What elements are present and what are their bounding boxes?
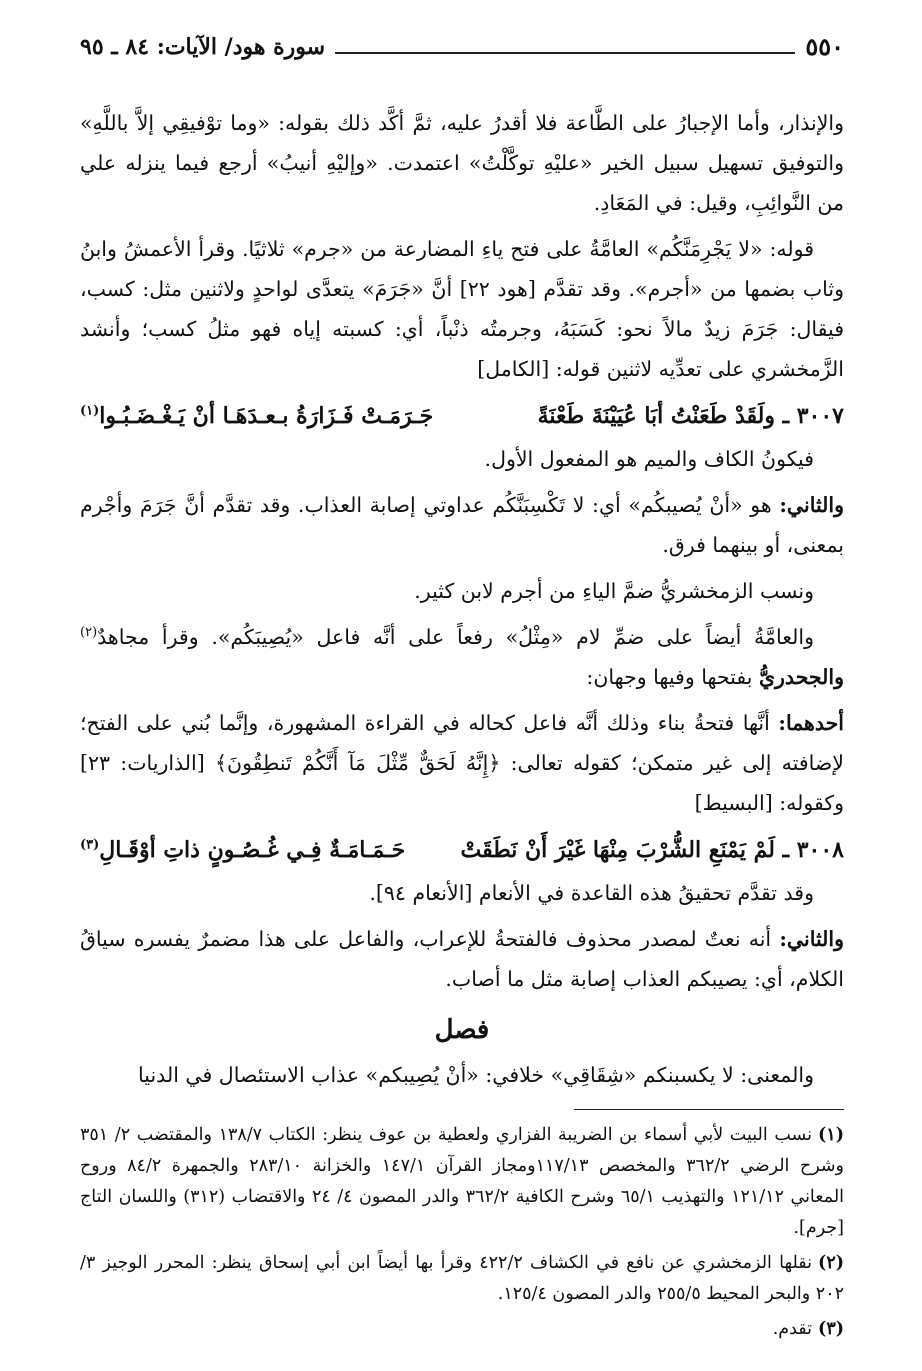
name-jahdari: والجحدريُّ	[758, 665, 844, 689]
paragraph-thani-2: والثاني: أنه نعتٌ لمصدر محذوف فالفتحةُ للإعراب، والفاعل على هذا مضمرٌ يفسره سياقُ الكلام، أي: يصيبكم العذاب إصابة مثل ما أصاب.	[80, 927, 844, 991]
poem2-hemistich-second: حَـمَـامَـةٌ فِـي غُـصُـونٍ ذاتِ أوْقَـالِ$^{(٣)}$	[80, 837, 406, 863]
paragraph-after-poem-2: وقد تقدَّم تحقيقُ هذه القاعدة في الأنعام [الأنعام ٩٤].	[369, 881, 814, 905]
label-ahaduhuma: أحدهما:	[778, 711, 844, 735]
footnote-separator	[574, 1109, 844, 1110]
poem-hemistich-first: ٣٠٠٧ ـ ولَقَدْ طَعَنْتُ أبَا عُيَيْنَةَ طَعْنَةً	[537, 403, 844, 429]
footnote-ref-3[interactable]: (٣)	[80, 837, 100, 853]
poem2-hemistich-first: ٣٠٠٨ ـ لَمْ يَمْنَعِ الشُّرْبَ مِنْهَا غَيْرَ أَنْ نَطَقَتْ	[460, 837, 844, 863]
poem-hemistich-second: جَـرَمَـتْ فَـزَارَةُ بـعـدَهَـا أنْ يَـغْـضَـبُـوا$^{(١)}$	[80, 403, 434, 429]
footnote-ref-2[interactable]: (٢)	[80, 625, 98, 641]
label-thani-2: والثاني:	[779, 927, 844, 951]
paragraph-amma: والعامَّةُ أيضاً على ضمِّ لام «مِثْلُ» رفعاً على أنَّه فاعل «يُصِيبَكُم». وقرأ مجاهدٌ$^{(٢)}$ والجحدريُّ بفتحها وفيها وجهان:	[80, 625, 844, 689]
paragraph-nasab: ونسب الزمخشريُّ ضمَّ الياءِ من أجرم لابن كثير.	[414, 579, 814, 603]
paragraph-2: قوله: «لا يَجْرِمَنَّكُم» العامَّةُ على فتح ياءِ المضارعة من «جرم» ثلاثيًا. وقرأ الأعمشُ وابنُ وثاب بضمها من «أجرم». وقد تقدَّم [هود ٢٢] أنَّ «جَرَمَ» يتعدَّى لواحدٍ ولاثنين مثل: كسب، فيقال: جَرَمَ زيدٌ مالاً نحو: كَسَبَهُ، وجرمتُه ذنْباً، أي: كسبته إياه فهو مثلُ كسب؛ وأنشد الزَّمخشري على تعدِّيه لاثنين قوله: [الكامل]	[80, 237, 844, 381]
footnote-number: (٣)	[818, 1319, 844, 1339]
section-heading-fasl: فصل	[434, 1015, 490, 1045]
paragraph-ahaduhuma: أحدهما: أنَّها فتحةُ بناء وذلك أنَّه فاعل كحاله في القراءة المشهورة، وإنَّما بُني على الفتح؛ لإضافته إلى غير متمكن؛ كقوله تعالى: ﴿إِنَّهُ لَحَقٌّ مِّثْلَ مَآ أَنَّكُمْ تَنطِقُونَ﴾ [الذاريات: ٢٣] وكقوله: [البسيط]	[80, 711, 844, 815]
footnote-number: (٢)	[818, 1253, 844, 1273]
paragraph-thani-1: والثاني: هو «أنْ يُصيبكُم» أي: لا تَكْسِبَنَّكُم عداوتي إصابة العذاب. وقد تقدَّم أنَّ جَرَمَ وأجْرم بمعنى، أو بينهما فرق.	[80, 493, 844, 557]
page-number: ٥٥٠	[805, 32, 844, 61]
footnote-3: (٣)تقدم.	[772, 1319, 844, 1339]
poem-verse-3008	[80, 829, 844, 871]
running-title: سورة هود/ الآيات: ٨٤ ـ ٩٥	[80, 33, 326, 60]
footnotes	[80, 1120, 844, 1345]
header-rule	[335, 52, 795, 54]
footnote-2: (٢)نقلها الزمخشري عن نافع في الكشاف ٤٢٢/٢ وقرأ بها أيضاً ابن أبي إسحاق ينظر: المحرر الوجيز ٣/ ٢٠٢ والبحر المحيط ٢٥٥/٥ والدر المصون ١٢٥/٤.	[80, 1253, 844, 1304]
main-text	[80, 103, 844, 1095]
label-thani: والثاني:	[779, 493, 844, 517]
footnote-number: (١)	[818, 1125, 844, 1145]
poem-verse-3007	[80, 395, 844, 437]
page-header	[80, 32, 844, 63]
footnote-1: (١)نسب البيت لأبي أسماء بن الضريبة الفزاري ولعطية بن عوف ينظر: الكتاب ١٣٨/٧ والمقتضب ٢/ ٣٥١ وشرح الرضي ٣٦٢/٢ والمخصص ١١٧/١٣ومجاز القرآن ١٤٧/١ والخزانة ٢٨٣/١٠ والجمهرة ٨٤/٢ وروح المعاني ١٢١/١٢ والتهذيب ٦٥/١ وشرح الكافية ٣٦٢/٢ والدر المصون ٤/ ٢٤ والاقتضاب (٣١٢) واللسان التاج [جرم].	[80, 1125, 845, 1238]
paragraph-final: والمعنى: لا يكسبنكم «شِقَاقِي» خلافي: «أنْ يُصِيبكم» عذاب الاستئصال في الدنيا	[138, 1063, 814, 1087]
paragraph-after-poem-1: فيكونُ الكاف والميم هو المفعول الأول.	[484, 447, 814, 471]
footnote-ref-1[interactable]: (١)	[80, 403, 100, 419]
paragraph-1: والإنذار، وأما الإجبارُ على الطَّاعة فلا أقدرُ عليه، ثمَّ أكَّد ذلك بقوله: «وما توْفيقِي إلاَّ باللَّهِ» والتوفيق تسهيل سبيل الخير «عليْهِ توكَّلْتُ» اعتمدت. «وإليْهِ أنيبُ» أرجع فيما ينزله علي من النَّوائِبِ، وقيل: في المَعَادِ.	[80, 111, 844, 215]
